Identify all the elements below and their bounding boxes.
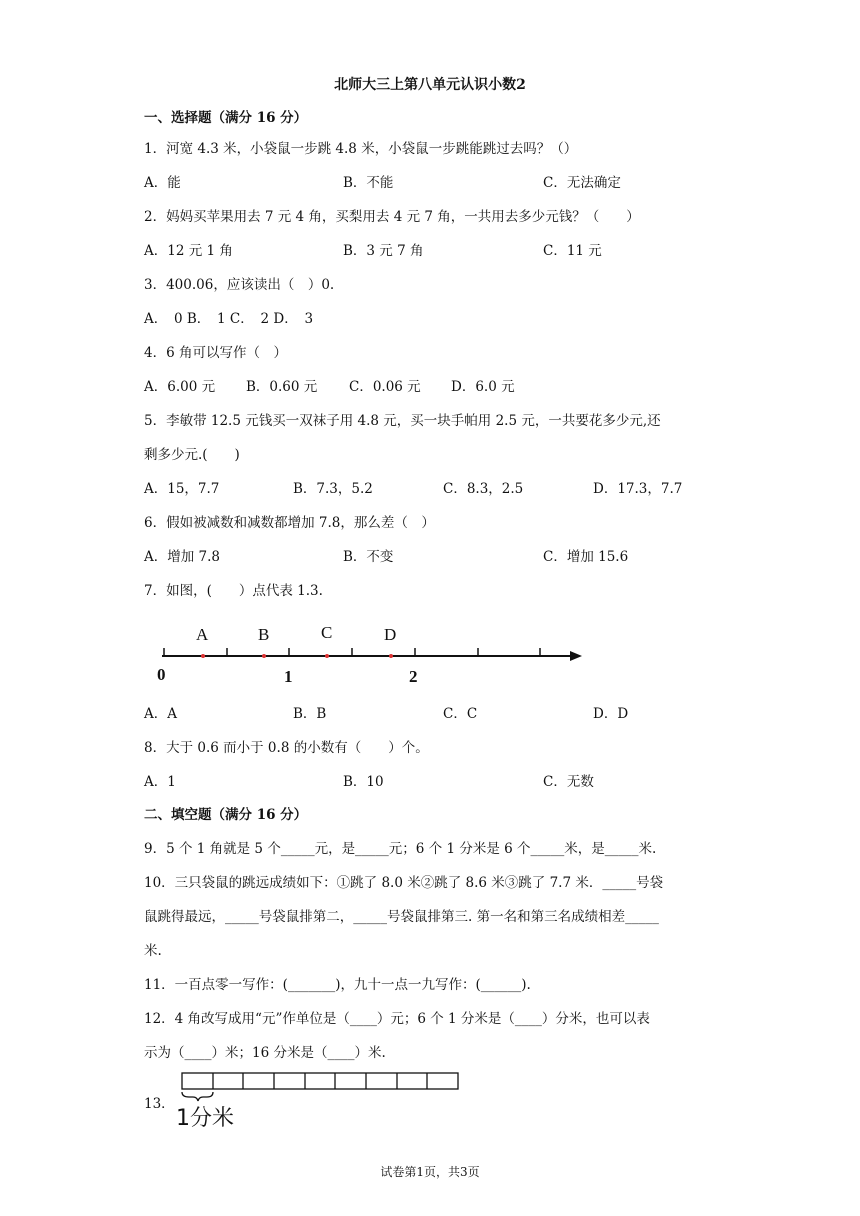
point-b-marker <box>262 654 266 658</box>
question-5-line1: 5．李敏带 12.5 元钱买一双袜子用 4.8 元，买一块手帕用 2.5 元，一共要花多少元,还 <box>144 413 661 429</box>
point-a-label: A <box>196 625 209 644</box>
q4-option-c: C．0.06 元 <box>349 379 421 395</box>
q8-option-a: A．1 <box>144 774 176 790</box>
section-heading-choice: 一、选择题（满分 16 分） <box>144 110 308 126</box>
tick-label-0: 0 <box>157 665 166 684</box>
question-5-line2: 剩多少元.( ) <box>144 447 240 463</box>
q7-option-a: A．A <box>144 706 177 722</box>
q2-option-b: B．3 元 7 角 <box>343 243 424 259</box>
ruler-bar <box>182 1073 458 1089</box>
q4-option-d: D．6.0 元 <box>451 379 515 395</box>
q1-option-c: C．无法确定 <box>543 175 621 191</box>
q5-option-a: A．15，7.7 <box>144 481 220 497</box>
point-c-label: C <box>321 623 333 642</box>
q2-option-c: C．11 元 <box>543 243 602 259</box>
question-10-line3: 米. <box>144 943 162 959</box>
question-1: 1．河宽 4.3 米，小袋鼠一步跳 4.8 米，小袋鼠一步跳能跳过去吗？（） <box>144 141 578 157</box>
section-heading-fill: 二、填空题（满分 16 分） <box>144 807 308 823</box>
q1-option-b: B．不能 <box>343 175 394 191</box>
q8-option-c: C．无数 <box>543 774 594 790</box>
q6-option-c: C．增加 15.6 <box>543 549 629 565</box>
arrow-head-icon <box>570 651 582 661</box>
q1-option-a: A．能 <box>144 175 181 191</box>
question-3: 3．400.06，应该读出（ ）0. <box>144 277 335 293</box>
q3-options: A． 0 B． 1 C． 2 D． 3 <box>144 311 314 327</box>
question-6: 6．假如被减数和减数都增加 7.8，那么差（ ） <box>144 515 435 531</box>
q7-option-c: C．C <box>443 706 478 722</box>
point-a-marker <box>201 654 205 658</box>
question-8: 8．大于 0.6 而小于 0.8 的小数有（ ）个。 <box>144 740 429 756</box>
question-11: 11．一百点零一写作：(_______)，九十一点一九写作：(______). <box>144 977 531 993</box>
point-c-marker <box>325 654 329 658</box>
question-12-line2: 示为（____）米；16 分米是（____）米. <box>144 1045 386 1061</box>
q6-option-b: B．不变 <box>343 549 394 565</box>
question-2: 2．妈妈买苹果用去 7 元 4 角，买梨用去 4 元 7 角，一共用去多少元钱？（ ） <box>144 209 640 225</box>
q5-option-d: D．17.3，7.7 <box>593 481 683 497</box>
number-line-figure <box>150 618 590 688</box>
q5-option-b: B．7.3，5.2 <box>293 481 373 497</box>
tick-label-1: 1 <box>284 667 293 686</box>
question-7: 7．如图，( ）点代表 1.3. <box>144 583 323 599</box>
page-title: 北师大三上第八单元认识小数2 <box>334 77 526 93</box>
q6-option-a: A．增加 7.8 <box>144 549 221 565</box>
question-12-line1: 12．4 角改写成用“元”作单位是（____）元；6 个 1 分米是（____）分米，也可以表 <box>144 1011 650 1027</box>
q2-option-a: A．12 元 1 角 <box>144 243 233 259</box>
question-9: 9．5 个 1 角就是 5 个_____元，是_____元；6 个 1 分米是 6 个_____米，是_____米. <box>144 841 657 857</box>
q4-option-b: B．0.60 元 <box>246 379 318 395</box>
point-d-marker <box>389 654 393 658</box>
page-footer: 试卷第1页，共3页 <box>380 1165 480 1179</box>
ruler-unit-label: 1分米 <box>176 1106 234 1131</box>
question-13-label: 13． <box>144 1096 175 1112</box>
tick-label-2: 2 <box>409 667 418 686</box>
q4-option-a: A．6.00 元 <box>144 379 216 395</box>
brace-icon <box>182 1092 213 1101</box>
question-4: 4．6 角可以写作（ ） <box>144 345 287 361</box>
q7-option-d: D．D <box>593 706 629 722</box>
question-10-line1: 10．三只袋鼠的跳远成绩如下：①跳了 8.0 米②跳了 8.6 米③跳了 7.7 米．_____号袋 <box>144 875 664 891</box>
point-d-label: D <box>384 625 397 644</box>
question-10-line2: 鼠跳得最远，_____号袋鼠排第二，_____号袋鼠排第三. 第一名和第三名成绩相差_____ <box>144 909 659 925</box>
q5-option-c: C．8.3，2.5 <box>443 481 524 497</box>
ruler-figure <box>176 1070 466 1132</box>
q8-option-b: B．10 <box>343 774 384 790</box>
q7-option-b: B．B <box>293 706 327 722</box>
point-b-label: B <box>258 625 270 644</box>
